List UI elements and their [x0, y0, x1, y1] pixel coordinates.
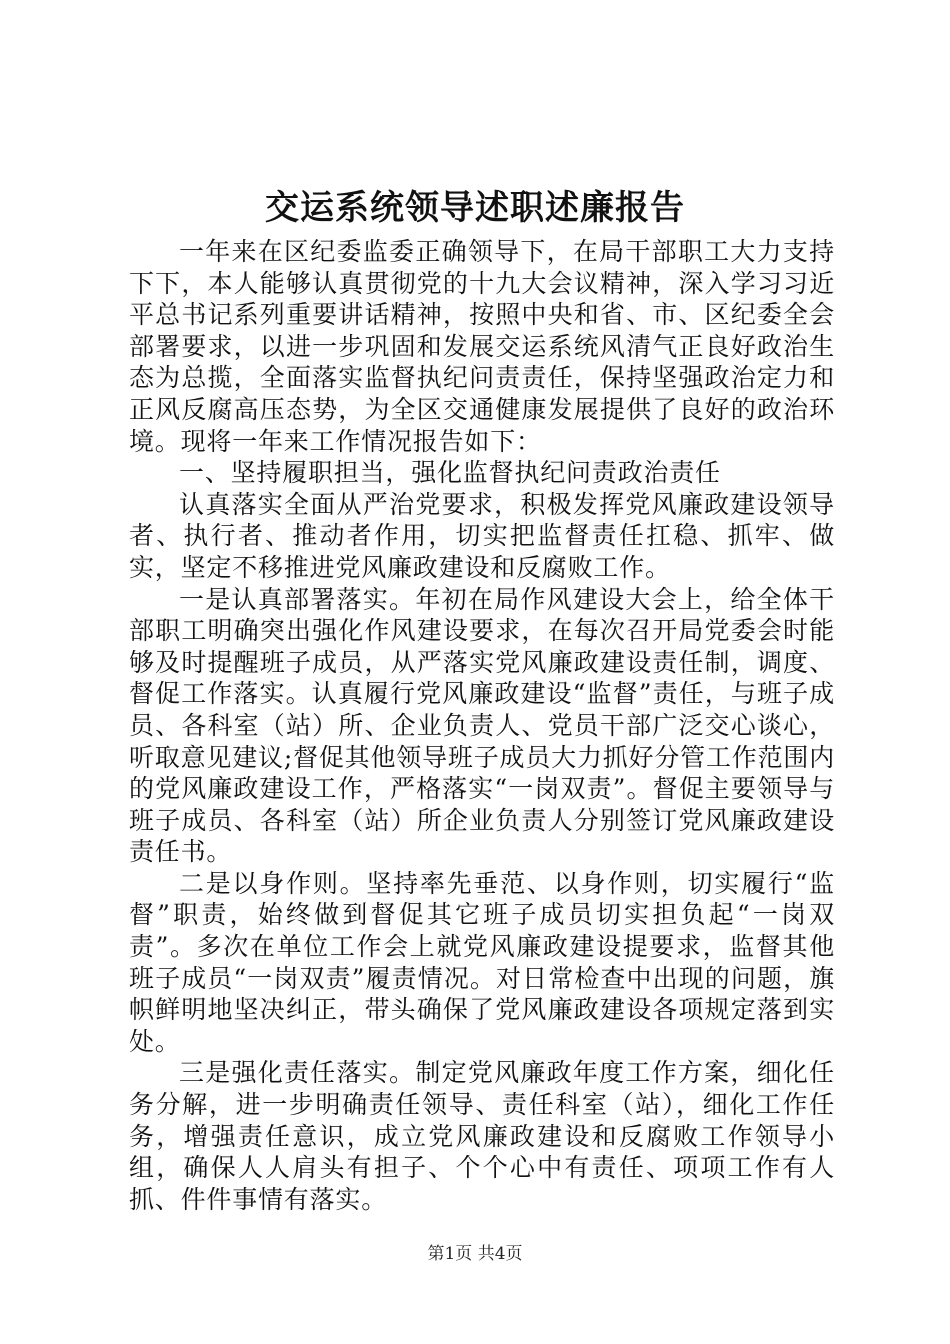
intro-paragraph: 一年来在区纪委监委正确领导下，在局干部职工大力支持下下，本人能够认真贯彻党的十九大会议精神，深入学习习近平总书记系列重要讲话精神，按照中央和省、市、区纪委全会部署要求，以进一步巩固和发展交运系统风清气正良好政治生态为总揽，全面落实监督执纪问责责任，保持坚强政治定力和正风反腐高压态势，为全区交通健康发展提供了良好的政治环境。现将一年来工作情况报告如下：	[129, 237, 835, 456]
responsibility-paragraph: 三是强化责任落实。制定党风廉政年度工作方案，细化任务分解，进一步明确责任领导、责任科室（站），细化工作任务，增强责任意识，成立党风廉政建设和反腐败工作领导小组，确保人人肩头有担子、个个心中有责任、项项工作有人抓、件件事情有落实。	[129, 1058, 835, 1214]
deployment-paragraph: 一是认真部署落实。年初在局作风建设大会上，给全体干部职工明确突出强化作风建设要求，在每次召开局党委会时能够及时提醒班子成员，从严落实党风廉政建设责任制，调度、督促工作落实。认真履行党风廉政建设“监督”责任，与班子成员、各科室（站）所、企业负责人、党员干部广泛交心谈心，听取意见建议;督促其他领导班子成员大力抓好分管工作范围内的党风廉政建设工作，严格落实“一岗双责”。督促主要领导与班子成员、各科室（站）所企业负责人分别签订党风廉政建设责任书。	[129, 584, 835, 867]
document-title: 交运系统领导述职述廉报告	[265, 188, 685, 228]
example-paragraph: 二是以身作则。坚持率先垂范、以身作则，切实履行“监督”职责，始终做到督促其它班子成员切实担负起“一岗双责”。多次在单位工作会上就党风廉政建设提要求，监督其他班子成员“一岗双责”履责情况。对日常检查中出现的问题，旗帜鲜明地坚决纠正，带头确保了党风廉政建设各项规定落到实处。	[129, 868, 835, 1056]
section-summary-paragraph: 认真落实全面从严治党要求，积极发挥党风廉政建设领导者、执行者、推动者作用，切实把监督责任扛稳、抓牢、做实，坚定不移推进党风廉政建设和反腐败工作。	[129, 489, 835, 582]
section-heading: 一、坚持履职担当，强化监督执纪问责政治责任	[179, 458, 721, 488]
document-body	[129, 236, 835, 1215]
page-number: 第1页 共4页	[427, 1244, 523, 1264]
